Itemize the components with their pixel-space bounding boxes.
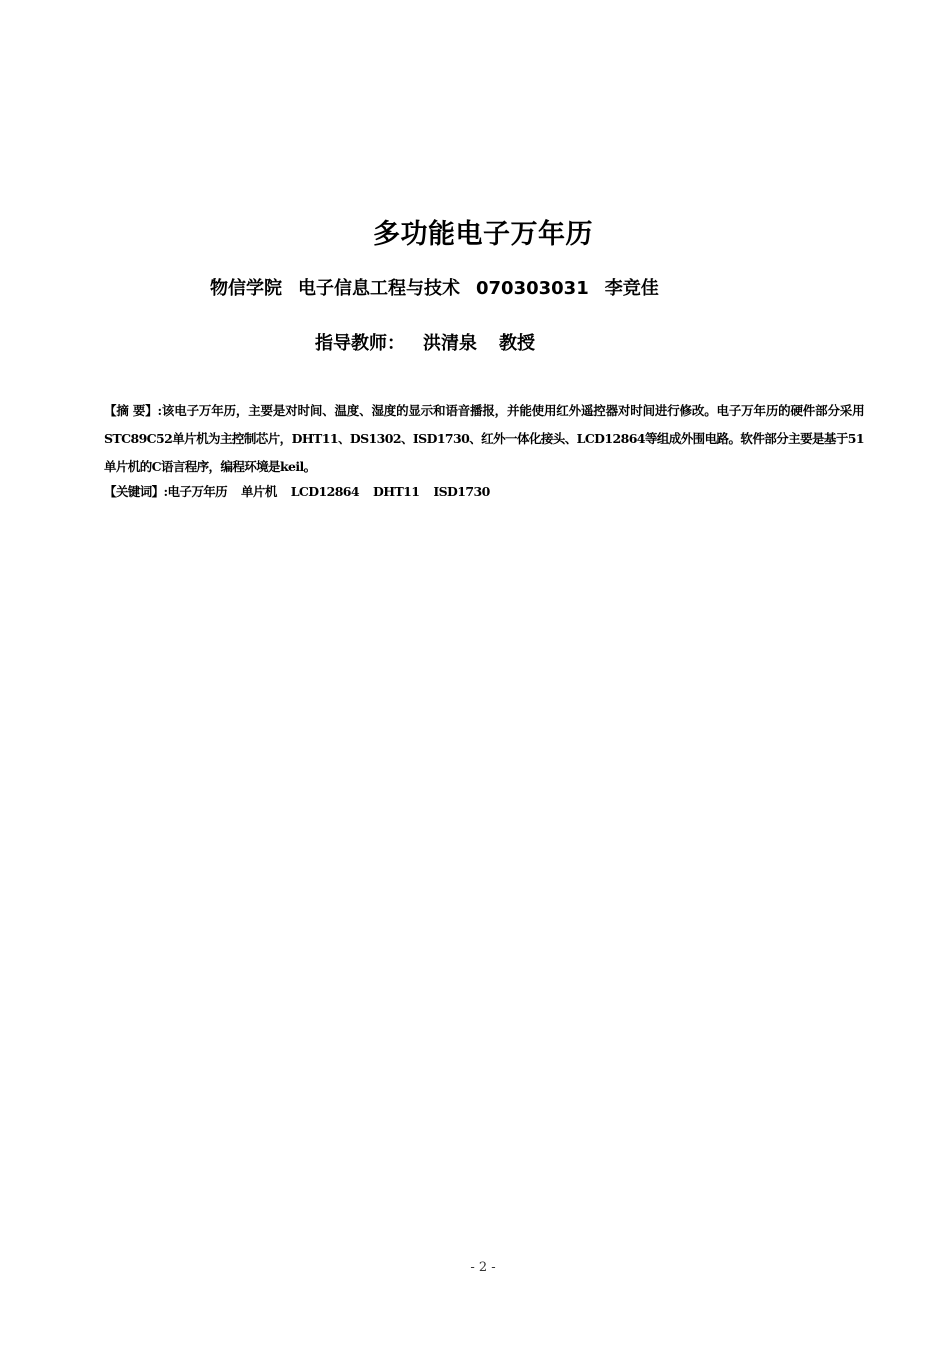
keywords-label: 【关键词】: bbox=[104, 484, 168, 499]
major: 电子信息工程与技术 bbox=[298, 278, 460, 299]
abstract-text: 该电子万年历，主要是对时间、温度、湿度的显示和语音播报，并能使用红外遥控器对时间进行修改。电子万年历的硬件部分采用STC89C52单片机为主控制芯片，DHT11、DS1302、ISD1730、红外一体化接头、LCD12864等组成外围电路。软件部分主要是基于51单片机的C语言程序，编程环境是keil。 bbox=[104, 403, 864, 474]
keyword-item: LCD12864 bbox=[290, 484, 359, 499]
abstract-paragraph bbox=[104, 397, 864, 481]
page-number: - 2 - bbox=[470, 1260, 496, 1275]
keywords-line bbox=[104, 478, 864, 506]
keyword-item: 电子万年历 bbox=[167, 484, 228, 499]
author-name: 李竞佳 bbox=[604, 278, 659, 299]
college: 物信学院 bbox=[210, 278, 282, 299]
advisor-line bbox=[315, 329, 535, 355]
author-line bbox=[210, 274, 659, 300]
keyword-item: 单片机 bbox=[241, 484, 277, 499]
document-title: 多功能电子万年历 bbox=[373, 219, 593, 250]
advisor-rank: 教授 bbox=[499, 333, 535, 354]
keyword-item: DHT11 bbox=[373, 484, 420, 499]
advisor-name: 洪清泉 bbox=[423, 333, 477, 354]
abstract-label: 【摘 要】: bbox=[104, 403, 162, 418]
student-id: 070303031 bbox=[476, 278, 589, 299]
keyword-item: ISD1730 bbox=[433, 484, 490, 499]
advisor-label: 指导教师： bbox=[315, 333, 405, 354]
